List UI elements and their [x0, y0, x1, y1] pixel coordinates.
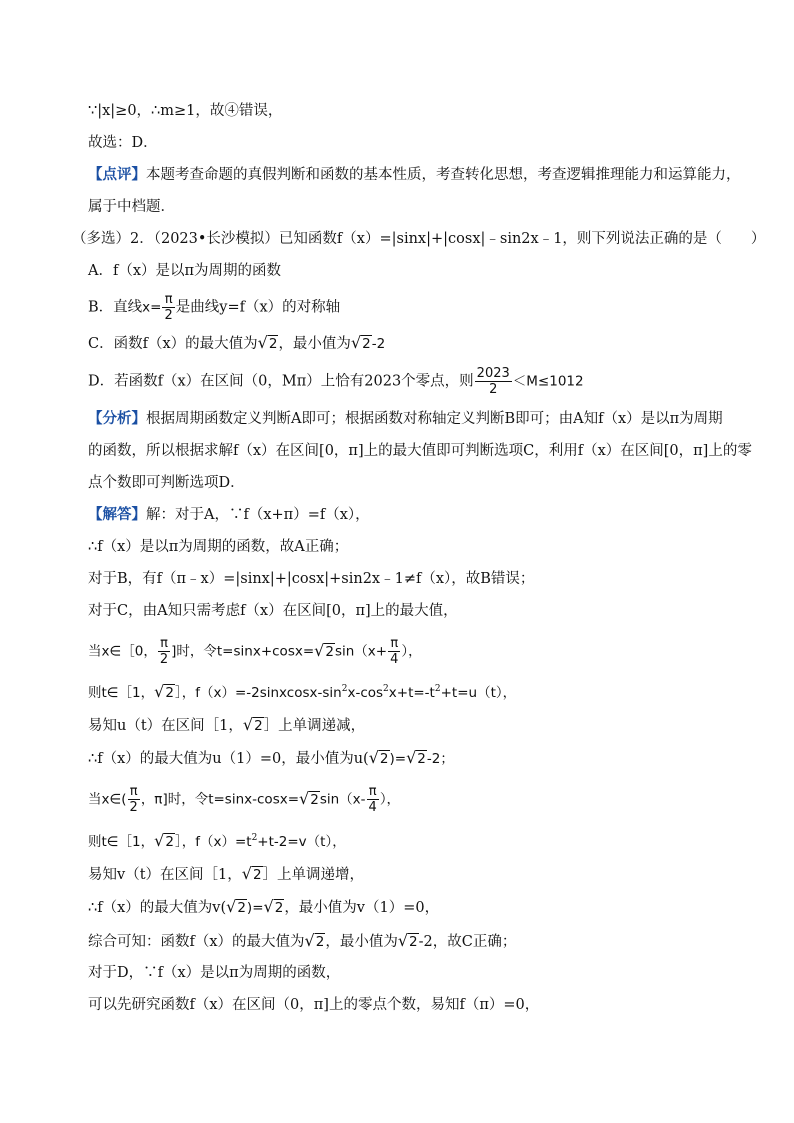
comment-tag: 【点评】 — [88, 166, 146, 183]
sqrt: √2 — [154, 681, 174, 701]
text-line: 对于D，∵f（x）是以π为周期的函数， — [88, 965, 341, 981]
comment-line — [88, 165, 741, 185]
option-a: A．f（x）是以π为周期的函数 — [88, 263, 282, 279]
math-line: 则t∈［1，√2］，$f(x)=t^2+t-2=v(t)$， — [88, 830, 346, 850]
fraction: $\frac{2023}{2}$ — [476, 366, 510, 397]
fraction: $\frac{\pi}{2}$ — [164, 292, 173, 323]
option-b — [88, 292, 340, 323]
sqrt: √2 — [263, 897, 284, 916]
fraction: $\frac{\pi}{4}$ — [368, 784, 377, 815]
text-line: 对于C，由A知只需考虑f（x）在区间[0，π]上的最大值， — [88, 603, 458, 619]
math-line: 则t∈［1，√2］，$f(x)=-2sinxcosx-\sin^2x-\cos^2x+t=-t^2+t=u(t)$， — [88, 681, 517, 701]
math-text: x= — [142, 299, 162, 316]
text: D．若函数f（x）在区间（0，Mπ）上恰有2023个零点，则 — [88, 373, 474, 390]
text-line: ∴f（x）是以π为周期的函数，故A正确； — [88, 539, 349, 555]
text-line: 属于中档题． — [88, 199, 175, 215]
math-line: 易知v（t）在区间［1，√2］上单调递增， — [88, 864, 365, 883]
sqrt: √2 — [406, 748, 426, 767]
sqrt: √2 — [350, 333, 371, 352]
sqrt: √2 — [299, 788, 319, 808]
sqrt: √2 — [397, 931, 418, 950]
fraction: $\frac{\pi}{2}$ — [159, 636, 169, 667]
math-line: ∴f（x）的最大值为u（1）=0，最小值为u(√2)=√2-2； — [88, 748, 454, 767]
sqrt: √2 — [242, 715, 263, 734]
text-line: 点个数即可判断选项D． — [88, 475, 245, 491]
math-line: ∴f（x）的最大值为v(√2)=√2，最小值为v（1）=0， — [88, 897, 440, 916]
option-d: D．若函数f（x）在区间（0，Mπ）上恰有2023个零点，则 $\frac{2023}{2}$ ＜M≤1012 — [88, 366, 584, 397]
solution-tag: 【解答】 — [88, 506, 146, 523]
text: 是曲线y=f（x）的对称轴 — [175, 299, 341, 316]
analysis-line — [88, 409, 723, 429]
sqrt: √2 — [314, 640, 334, 660]
sqrt: √2 — [226, 897, 246, 916]
sqrt: √2 — [257, 333, 278, 352]
sqrt: √2 — [368, 748, 389, 767]
text-line: 故选：D． — [88, 135, 158, 151]
text: C．函数f（x）的最大值为 — [88, 336, 258, 352]
text-line: ∵|x|≥0，∴m≥1，故④错误， — [88, 103, 283, 119]
solution-line — [88, 505, 370, 525]
text-line: 的函数，所以根据求解f（x）在区间[0，π]上的最大值即可判断选项C，利用f（x）在区间[0，π]上的零 — [88, 443, 752, 459]
text-line: 可以先研究函数f（x）在区间（0，π]上的零点个数，易知f（π）=0， — [88, 997, 540, 1013]
fraction: $\frac{\pi}{4}$ — [390, 636, 399, 667]
analysis-tag: 【分析】 — [88, 410, 146, 427]
math-line: 当x∈( $\frac{\pi}{2}$ ，π]时，令t=sinx-cosx=√2sin（x- $\frac{\pi}{4}$ ）， — [88, 784, 401, 815]
text: B．直线 — [88, 299, 143, 316]
math-line: 综合可知：函数f（x）的最大值为√2，最小值为√2-2，故C正确； — [88, 931, 517, 950]
text-line: 对于B，有f（π﹣x）=|sinx|+|cosx|+sin2x﹣1≠f（x），故B错误； — [88, 571, 535, 587]
fraction: $\frac{\pi}{2}$ — [129, 784, 138, 815]
problem-stem: （多选）2．（2023•长沙模拟）已知函数f（x）=|sinx|+|cosx|﹣sin2x﹣1，则下列说法正确的是（ ） — [72, 231, 766, 247]
math-line: 易知u（t）在区间［1，√2］上单调递减， — [88, 715, 366, 734]
sqrt: √2 — [241, 864, 262, 883]
sqrt: √2 — [304, 931, 325, 950]
comment-text: 本题考查命题的真假判断和函数的基本性质，考查转化思想，考查逻辑推理能力和运算能力， — [146, 167, 741, 183]
math-line: 当x∈［0， $\frac{\pi}{2}$ ]时，令t=sinx+cosx=√2sin（x+ $\frac{\pi}{4}$ ）， — [88, 636, 422, 667]
sqrt: √2 — [154, 830, 174, 850]
option-c: C．函数f（x）的最大值为√2，最小值为√2-2 — [88, 333, 386, 352]
analysis-text: 根据周期函数定义判断A即可；根据函数对称轴定义判断B即可；由A知f（x）是以π为周期 — [146, 411, 723, 427]
solution-text: 解：对于A，∵f（x+π）=f（x）， — [146, 507, 370, 523]
